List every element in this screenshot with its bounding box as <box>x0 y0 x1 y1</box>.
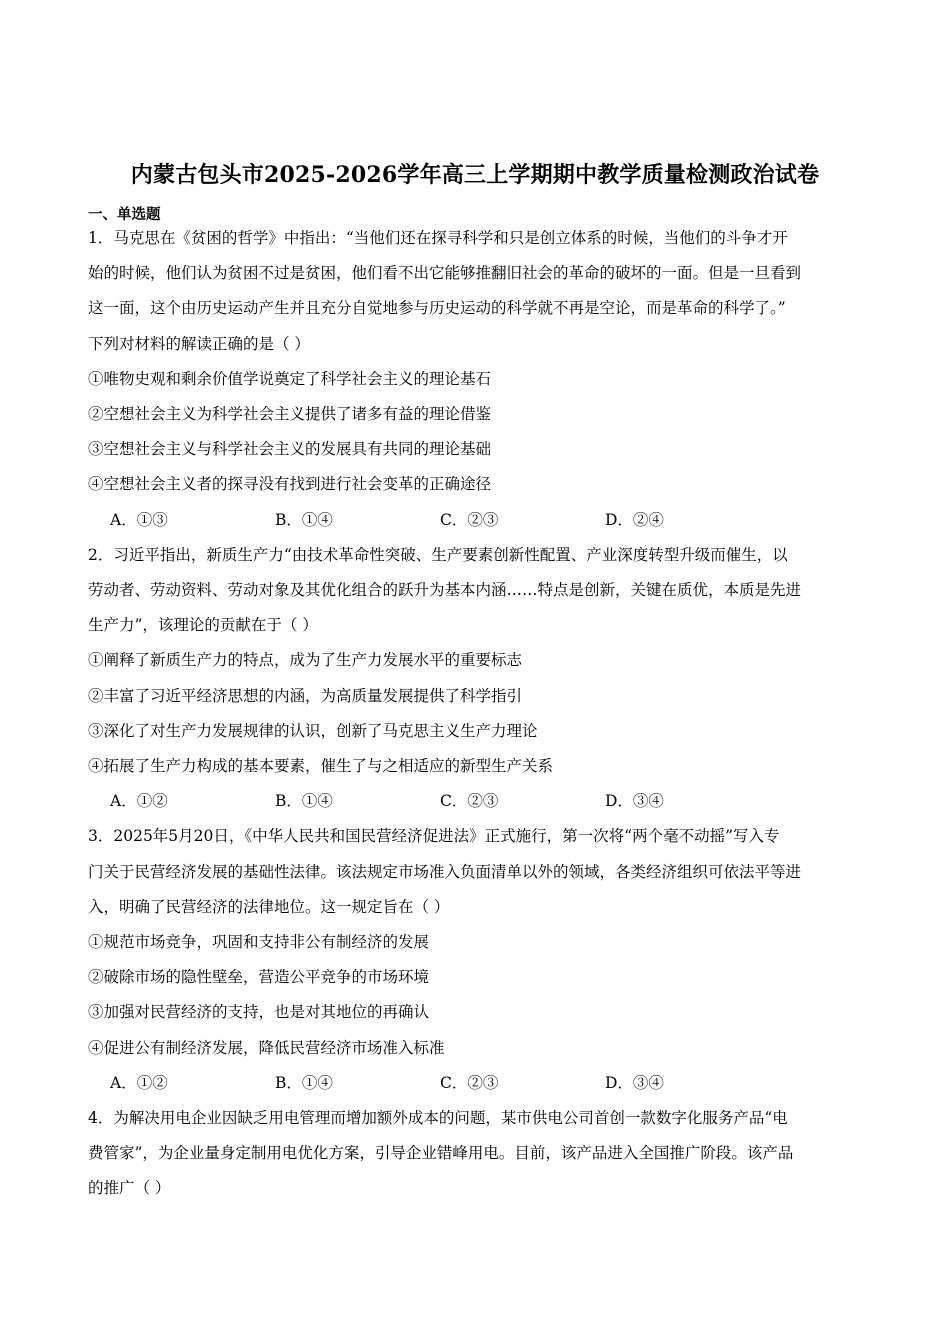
question-text-line: 4．为解决用电企业因缺乏用电管理而增加额外成本的问题，某市供电公司首创一款数字化服务产品“电 <box>88 1109 788 1128</box>
question-text-line: 1．马克思在《贫困的哲学》中指出：“当他们还在探寻科学和只是创立体系的时候，当他们的斗争才开 <box>88 229 788 247</box>
question-text-line: 这一面，这个由历史运动产生并且充分自觉地参与历史运动的科学就不再是空论，而是革命的科学了。” <box>88 299 786 318</box>
answer-choices <box>88 503 863 538</box>
statement-option: ③加强对民营经济的支持，也是对其地位的再确认 <box>88 1003 430 1022</box>
question-text-line: 的推广（ ） <box>88 1179 171 1198</box>
choice-a: A．①② <box>110 792 168 811</box>
page-title: 内蒙古包头市2025-2026学年高三上学期期中教学质量检测政治试卷 <box>130 162 820 188</box>
answer-choices <box>88 784 863 819</box>
choice-b: B．①④ <box>275 792 333 811</box>
statement-option: ②破除市场的隐性壁垒，营造公平竞争的市场环境 <box>88 968 430 987</box>
question-text-line: 始的时候，他们认为贫困不过是贫困，他们看不出它能够推翻旧社会的革命的破坏的一面。但是一旦看到 <box>88 264 802 283</box>
statement-option: ①阐释了新质生产力的特点，成为了生产力发展水平的重要标志 <box>88 651 523 670</box>
question-4 <box>88 1101 863 1207</box>
question-list <box>88 221 863 1207</box>
choice-c: C．②③ <box>440 1073 499 1092</box>
choice-d: D．②④ <box>605 510 664 529</box>
statement-option: ①规范市场竞争，巩固和支持非公有制经济的发展 <box>88 933 430 952</box>
choice-b: B．①④ <box>275 1073 333 1092</box>
question-text-line: 门关于民营经济发展的基础性法律。该法规定市场准入负面清单以外的领域，各类经济组织可依法平等进 <box>88 862 802 881</box>
choice-a: A．①③ <box>110 510 168 529</box>
statement-option: ①唯物史观和剩余价值学说奠定了科学社会主义的理论基石 <box>88 369 492 388</box>
question-text-line: 2．习近平指出，新质生产力“由技术革命性突破、生产要素创新性配置、产业深度转型升级而催生，以 <box>88 545 788 564</box>
question-text-line: 3．2025年5月20日，《中华人民共和国民营经济促进法》正式施行，第一次将“两个毫不动摇”写入专 <box>88 827 780 846</box>
statement-option: ④拓展了生产力构成的基本要素，催生了与之相适应的新型生产关系 <box>88 757 554 776</box>
answer-choices <box>88 1066 863 1101</box>
statement-option: ②空想社会主义为科学社会主义提供了诸多有益的理论借鉴 <box>88 405 492 424</box>
choice-b: B．①④ <box>275 510 333 529</box>
statement-option: ④空想社会主义者的探寻没有找到进行社会变革的正确途径 <box>88 475 492 494</box>
question-text-line: 费管家”，为企业量身定制用电优化方案，引导企业错峰用电。目前，该产品进入全国推广阶段。该产品 <box>88 1144 794 1163</box>
question-text-line: 劳动者、劳动资料、劳动对象及其优化组合的跃升为基本内涵……特点是创新，关键在质优，本质是先进 <box>88 581 802 600</box>
question-3 <box>88 819 863 1101</box>
statement-option: ②丰富了习近平经济思想的内涵，为高质量发展提供了科学指引 <box>88 686 523 705</box>
section-heading: 一、单选题 <box>88 206 161 223</box>
question-text-line: 下列对材料的解读正确的是（ ） <box>88 334 310 353</box>
question-text-line: 生产力”，该理论的贡献在于（ ） <box>88 616 318 635</box>
question-text-line: 入，明确了民营经济的法律地位。这一规定旨在（ ） <box>88 897 450 916</box>
choice-d: D．③④ <box>605 1073 664 1092</box>
choice-a: A．①② <box>110 1073 168 1092</box>
choice-d: D．③④ <box>605 792 664 811</box>
question-2 <box>88 538 863 820</box>
question-1 <box>88 221 863 538</box>
choice-c: C．②③ <box>440 510 499 529</box>
choice-c: C．②③ <box>440 792 499 811</box>
statement-option: ④促进公有制经济发展，降低民营经济市场准入标准 <box>88 1038 445 1057</box>
statement-option: ③空想社会主义与科学社会主义的发展具有共同的理论基础 <box>88 440 492 459</box>
statement-option: ③深化了对生产力发展规律的认识，创新了马克思主义生产力理论 <box>88 721 538 740</box>
